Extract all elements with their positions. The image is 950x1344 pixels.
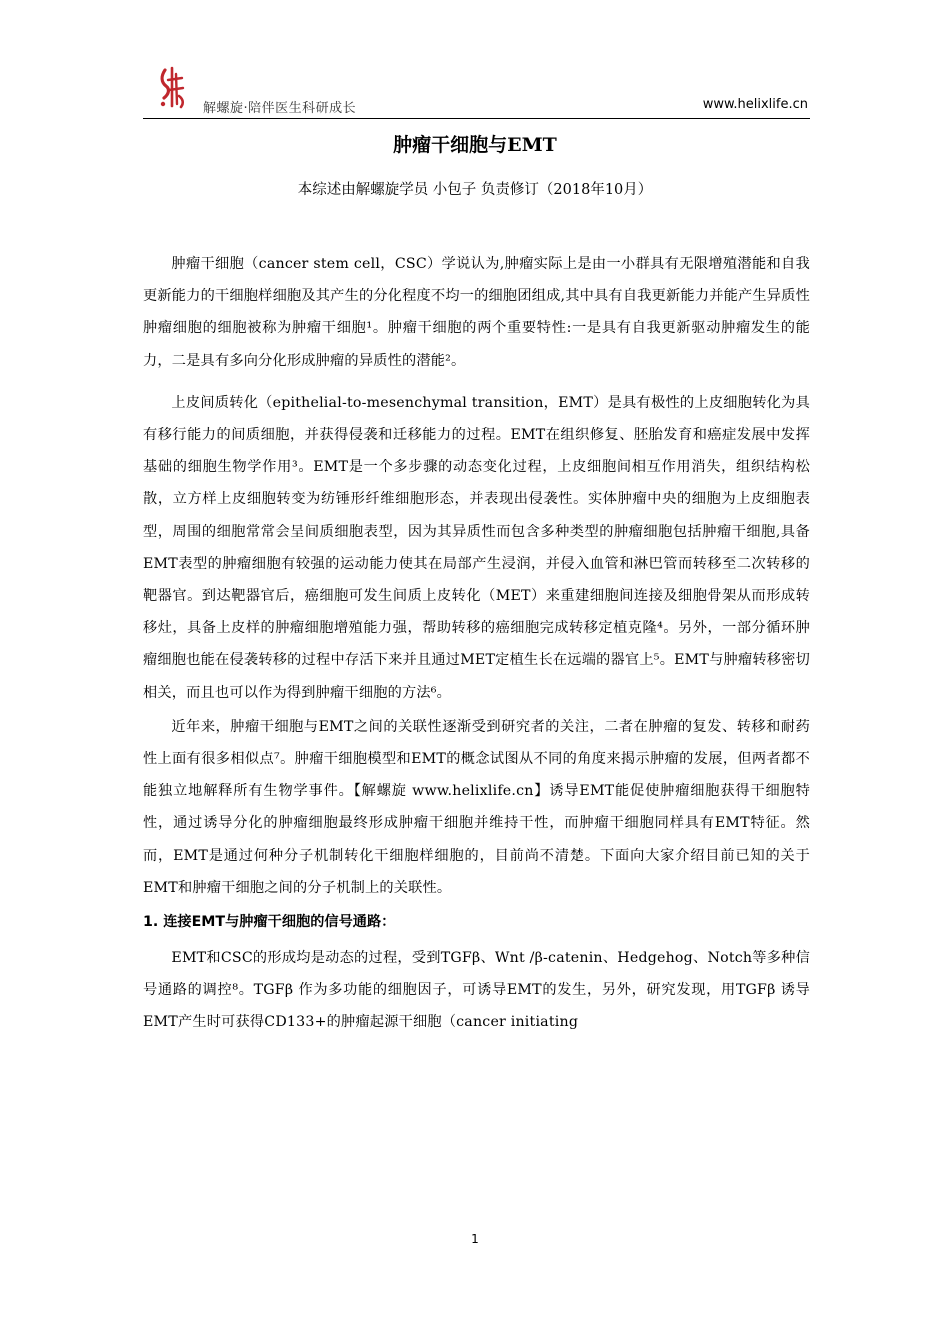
article-body [143, 248, 810, 1049]
page-number: 1 [471, 1232, 479, 1246]
paragraph-signaling: EMT和CSC的形成均是动态的过程，受到TGFβ、Wnt /β-catenin、Hedgehog、Notch等多种信号通路的调控⁸。TGFβ 作为多功能的细胞因子，可诱导EMT的发生，另外，研究发现，用TGFβ 诱导EMT产生时可获得CD133+的肿瘤起源干细胞（cancer initiating [143, 950, 810, 1031]
paragraph-emt: 上皮间质转化（epithelial-to-mesenchymal transition，EMT）是具有极性的上皮细胞转化为具有移行能力的间质细胞，并获得侵袭和迁移能力的过程。EMT在组织修复、胚胎发育和癌症发展中发挥基础的细胞生物学作用³。EMT是一个多步骤的动态变化过程，上皮细胞间相互作用消失，组织结构松散，立方样上皮细胞转变为纺锤形纤维细胞形态，并表现出侵袭性。实体肿瘤中央的细胞为上皮细胞表型，周围的细胞常常会呈间质细胞表型，因为其异质性而包含多种类型的肿瘤细胞包括肿瘤干细胞,具备EMT表型的肿瘤细胞有较强的运动能力使其在局部产生浸润，并侵入血管和淋巴管而转移至二次转移的靶器官。到达靶器官后，癌细胞可发生间质上皮转化（MET）来重建细胞间连接及细胞骨架从而形成转移灶，具备上皮样的肿瘤细胞增殖能力强，帮助转移的癌细胞完成转移定植克隆⁴。另外，一部分循环肿瘤细胞也能在侵袭转移的过程中存活下来并且通过MET定植生长在远端的器官上⁵。EMT与肿瘤转移密切相关，而且也可以作为得到肿瘤干细胞的方法⁶。 [143, 394, 810, 701]
paragraph-intro: 肿瘤干细胞（cancer stem cell，CSC）学说认为,肿瘤实际上是由一小群具有无限增殖潜能和自我更新能力的干细胞样细胞及其产生的分化程度不均一的细胞团组成,其中具有自我更新能力并能产生异质性肿瘤细胞的细胞被称为肿瘤干细胞¹。肿瘤干细胞的两个重要特性:一是具有自我更新驱动肿瘤发生的能力，二是具有多向分化形成肿瘤的异质性的潜能²。 [143, 256, 810, 369]
helix-seal-logo-icon [157, 66, 187, 110]
article-title: 肿瘤干细胞与EMT [393, 134, 557, 156]
paragraph-relationship: 近年来，肿瘤干细胞与EMT之间的关联性逐渐受到研究者的关注，二者在肿瘤的复发、转移和耐药性上面有很多相似点⁷。肿瘤干细胞模型和EMT的概念试图从不同的角度来揭示肿瘤的发展，但两者都不能独立地解释所有生物学事件。【解螺旋 www.helixlife.cn】诱导EMT能促使肿瘤细胞获得干细胞特性，通过诱导分化的肿瘤细胞最终形成肿瘤干细胞并维持干性，而肿瘤干细胞同样具有EMT特征。然而，EMT是通过何种分子机制转化干细胞样细胞的，目前尚不清楚。下面向大家介绍目前已知的关于EMT和肿瘤干细胞之间的分子机制上的关联性。 [143, 718, 810, 896]
site-tagline: 解螺旋·陪伴医生科研成长 [203, 101, 357, 116]
section-heading: 1. 连接EMT与肿瘤干细胞的信号通路： [143, 914, 396, 931]
article-byline: 本综述由解螺旋学员 小包子 负责修订（2018年10月） [297, 182, 653, 198]
page-header [143, 62, 810, 119]
site-url[interactable]: www.helixlife.cn [702, 97, 808, 112]
